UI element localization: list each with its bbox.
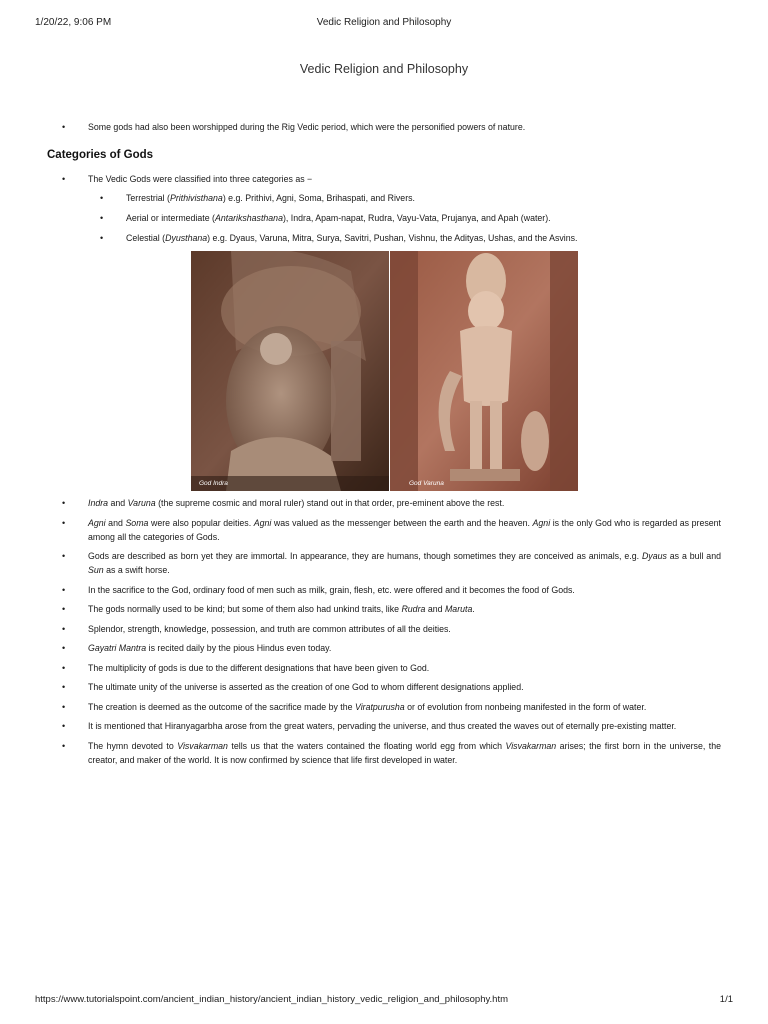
varuna-sculpture-image (390, 251, 578, 491)
print-header-title: Vedic Religion and Philosophy (316, 17, 452, 28)
category-item-aerial: • Aerial or intermediate (Antarikshasthana), Indra, Apam-napat, Rudra, Vayu-Vata, Prujanya, and Apah (water). (126, 211, 746, 225)
gods-sculpture-image (191, 251, 578, 491)
list-item: • Gayatri Mantra is recited daily by the pious Hindus even today. (88, 641, 721, 655)
section-heading: Categories of Gods (47, 149, 154, 161)
points-list (88, 496, 721, 772)
indra-sculpture-image (191, 251, 389, 491)
category-item-terrestrial: • Terrestrial (Prithivisthana) e.g. Prithivi, Agni, Soma, Brihaspati, and Rivers. (126, 191, 746, 205)
list-item: • Some gods had also been worshipped during the Rig Vedic period, which were the personified powers of nature. (88, 120, 728, 134)
print-footer-page-number: 1/1 (719, 994, 733, 1005)
list-item: • The creation is deemed as the outcome of the sacrifice made by the Viratpurusha or of evolution from nonbeing manifested in the form of water. (88, 700, 721, 714)
list-item: • Splendor, strength, knowledge, possession, and truth are common attributes of all the deities. (88, 622, 721, 636)
category-item-celestial: • Celestial (Dyusthana) e.g. Dyaus, Varuna, Mitra, Surya, Savitri, Pushan, Vishnu, the Adityas, Ushas, and the Asvins. (126, 231, 746, 245)
categories-list (126, 191, 746, 251)
print-footer-url: https://www.tutorialspoint.com/ancient_indian_history/ancient_indian_history_vedic_religion_and_philosophy.htm (35, 994, 508, 1005)
list-item: • Gods are described as born yet they are immortal. In appearance, they are humans, though sometimes they are conceived as animals, e.g. Dyaus as a bull and Sun as a swift horse. (88, 549, 721, 577)
categories-lead-list (88, 172, 728, 186)
intro-list (88, 120, 728, 134)
caption-right: God Varuna (409, 480, 444, 487)
print-header-datetime: 1/20/22, 9:06 PM (35, 17, 112, 28)
page-title: Vedic Religion and Philosophy (299, 62, 469, 76)
caption-left: God Indra (199, 480, 228, 487)
list-item: • The multiplicity of gods is due to the different designations that have been given to God. (88, 661, 721, 675)
list-item: • The gods normally used to be kind; but some of them also had unkind traits, like Rudra and Maruta. (88, 602, 721, 616)
list-item: • In the sacrifice to the God, ordinary food of men such as milk, grain, flesh, etc. were offered and it becomes the food of Gods. (88, 583, 721, 597)
list-item: • Indra and Varuna (the supreme cosmic and moral ruler) stand out in that order, pre-eminent above the rest. (88, 496, 721, 510)
list-item: • Agni and Soma were also popular deities. Agni was valued as the messenger between the earth and the heaven. Agni is the only God who is regarded as present among all the categories of Gods. (88, 516, 721, 544)
list-item: • The ultimate unity of the universe is asserted as the creation of one God to whom different designations applied. (88, 680, 721, 694)
list-item: • It is mentioned that Hiranyagarbha arose from the great waters, pervading the universe, and thus created the waves out of eternally pre-existing matter. (88, 719, 721, 733)
list-item: • The Vedic Gods were classified into three categories as − (88, 172, 728, 186)
list-item: • The hymn devoted to Visvakarman tells us that the waters contained the floating world egg from which Visvakarman arises; the first born in the universe, the creator, and maker of the world. It is now confirmed by science that life first developed in water. (88, 739, 721, 767)
